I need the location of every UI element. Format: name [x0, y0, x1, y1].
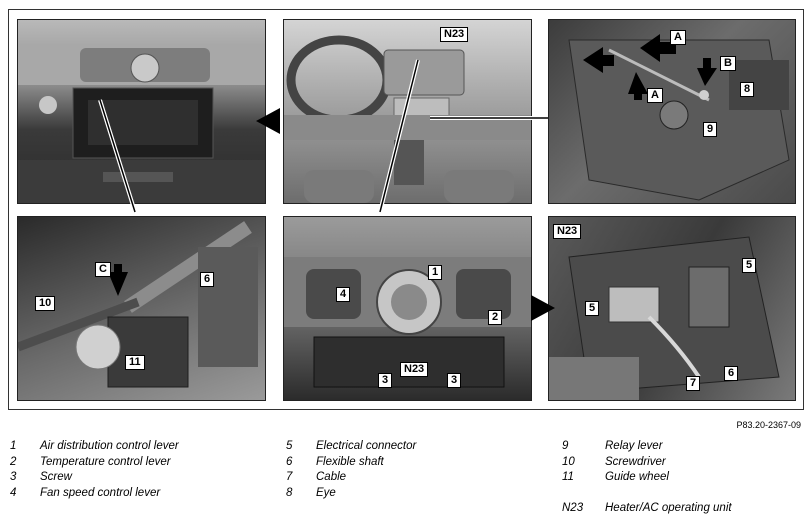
legend-row: [10, 487, 270, 503]
callout-9: 9: [703, 122, 717, 137]
legend-text: Relay lever: [605, 440, 663, 452]
legend-number: 7: [286, 471, 293, 483]
legend-number: 1: [10, 440, 17, 452]
legend-row: [286, 440, 546, 456]
legend-number: 8: [286, 486, 293, 499]
callout-3-right: 3: [447, 373, 461, 388]
arrow-b: [697, 58, 717, 86]
callout-a-top: A: [670, 30, 686, 45]
callout-3-left: 3: [378, 373, 392, 388]
legend-row: [286, 471, 546, 487]
arrow-right: [531, 295, 555, 321]
callout-n23-center: N23: [400, 362, 428, 377]
legend-row: [562, 440, 802, 456]
legend-number: 9: [562, 440, 569, 452]
legend-row: [562, 502, 802, 518]
legend-row: [10, 440, 270, 456]
legend-number: 6: [286, 455, 293, 468]
callout-6-right: 6: [724, 366, 738, 381]
legend-row: [562, 471, 802, 487]
legend-text: Screw: [40, 471, 72, 483]
legend-text: Electrical connector: [316, 440, 417, 452]
arrow-left-small: [583, 47, 614, 73]
legend-number: 4: [10, 486, 17, 499]
legend-text: Guide wheel: [605, 471, 669, 483]
legend-column-1: [10, 440, 270, 502]
legend-text: Flexible shaft: [316, 455, 384, 468]
legend-text: Temperature control lever: [40, 455, 171, 468]
callout-7: 7: [686, 376, 700, 391]
legend-row: [286, 487, 546, 503]
callout-n23-right: N23: [553, 224, 581, 239]
callout-n23-top: N23: [440, 27, 468, 42]
legend-number: 11: [562, 471, 574, 483]
legend-text: Screwdriver: [605, 455, 666, 468]
legend-number: 5: [286, 440, 293, 452]
callout-4: 4: [336, 287, 350, 302]
callout-8: 8: [740, 82, 754, 97]
legend-number: 3: [10, 471, 17, 483]
callout-5-right: 5: [742, 258, 756, 273]
callout-2: 2: [488, 310, 502, 325]
legend-text: Fan speed control lever: [40, 486, 161, 499]
legend-text: Air distribution control lever: [40, 440, 179, 452]
legend-text: Eye: [316, 486, 336, 499]
legend-column-2: [286, 440, 546, 502]
legend-row: [562, 456, 802, 472]
callout-6-left: 6: [200, 272, 214, 287]
legend-row: [286, 456, 546, 472]
figure-reference: P83.20-2367-09: [736, 420, 801, 430]
legend-number: N23: [562, 502, 584, 514]
callout-c: C: [95, 262, 111, 277]
legend-text: Heater/AC operating unit: [605, 502, 732, 514]
callout-1: 1: [428, 265, 442, 280]
callout-a-lower: A: [647, 88, 663, 103]
callout-5-left: 5: [585, 301, 599, 316]
callout-b: B: [720, 56, 736, 71]
legend-row: [10, 456, 270, 472]
callout-10: 10: [35, 296, 55, 311]
legend-row: [562, 487, 802, 503]
arrow-left: [256, 108, 280, 134]
legend-number: 10: [562, 455, 575, 468]
arrow-a-lower: [628, 72, 648, 100]
legend-number: 2: [10, 455, 17, 468]
legend-row: [10, 471, 270, 487]
callout-11: 11: [125, 355, 145, 370]
legend-column-3: [562, 440, 802, 518]
legend-text: Cable: [316, 471, 347, 483]
arrow-c: [108, 264, 128, 296]
